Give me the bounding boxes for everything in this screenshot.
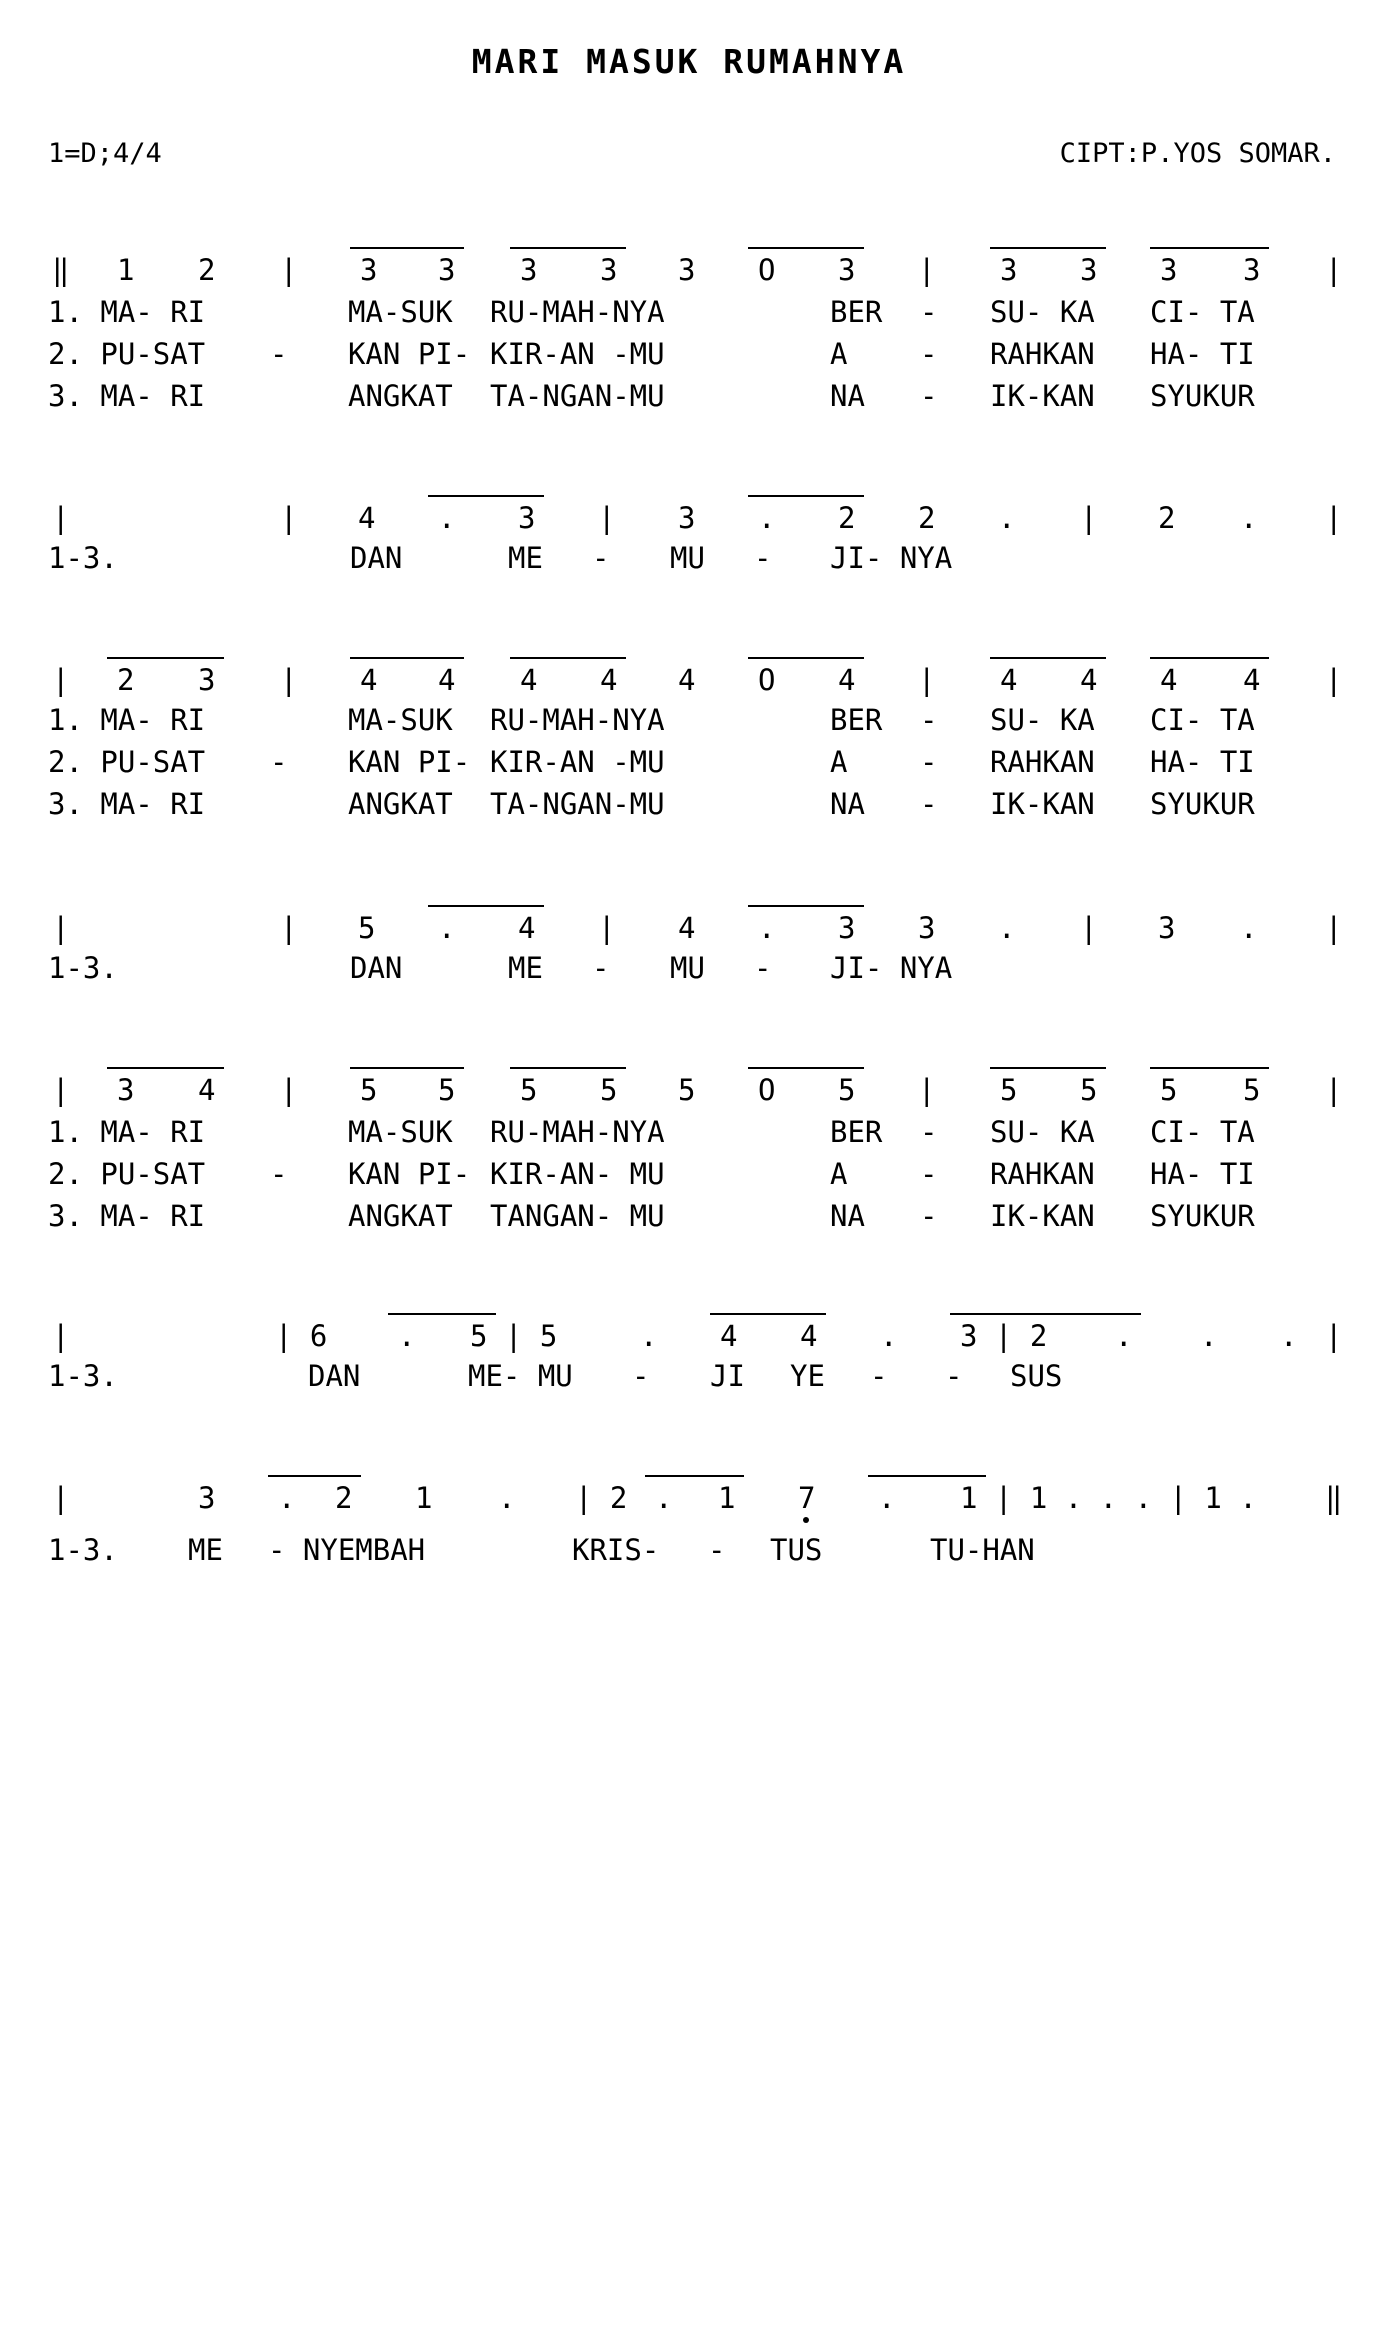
note: .	[438, 911, 456, 945]
lyric-syllable: -	[270, 1157, 288, 1191]
note: 5	[678, 1073, 696, 1107]
barline: |	[52, 1319, 70, 1353]
note: 1 | 1 . . . | 1 .	[960, 1481, 1257, 1515]
lyric-syllable: BER	[830, 1115, 883, 1149]
lyric-syllable: -	[632, 1359, 650, 1393]
lyric-syllable: -	[920, 1157, 938, 1191]
note: 2	[335, 1481, 353, 1515]
lyric-syllable: 1-3.	[48, 541, 118, 575]
lyric-syllable: 3. MA- RI	[48, 1199, 206, 1233]
note: 3	[1158, 911, 1176, 945]
barline: |	[52, 1073, 70, 1107]
lyric-syllable: TUS	[770, 1533, 823, 1567]
note: 3	[838, 911, 856, 945]
lyric-syllable: KIR-AN- MU	[490, 1157, 665, 1191]
barline: |	[918, 1073, 936, 1107]
lyric-syllable: IK-KAN	[990, 787, 1095, 821]
barline: |	[52, 1481, 70, 1515]
note: 3	[438, 253, 456, 287]
lyric-syllable: -	[754, 541, 772, 575]
lyric-syllable: 3. MA- RI	[48, 379, 206, 413]
note: 3	[518, 501, 536, 535]
lyric-syllable: NA	[830, 1199, 865, 1233]
note: .	[1280, 1319, 1298, 1353]
note: 3	[520, 253, 538, 287]
note: 3	[838, 253, 856, 287]
lyric-syllable: HA- TI	[1150, 1157, 1255, 1191]
lyric-syllable: YE	[790, 1359, 825, 1393]
barline: |	[1325, 501, 1343, 535]
lyric-syllable: RU-MAH-NYA	[490, 1115, 665, 1149]
lyric-syllable: 2. PU-SAT	[48, 1157, 206, 1191]
barline: ‖	[1325, 1481, 1343, 1515]
note: 2	[838, 501, 856, 535]
note: 3	[198, 1481, 216, 1515]
note: .	[758, 501, 776, 535]
note: .	[438, 501, 456, 535]
lyric-syllable: -	[920, 1199, 938, 1233]
note: 2	[1158, 501, 1176, 535]
note: 1	[718, 1481, 736, 1515]
note: .	[880, 1319, 898, 1353]
note: 4	[838, 663, 856, 697]
lyric-syllable: ANGKAT	[348, 379, 453, 413]
note: 5	[358, 911, 376, 945]
note: .	[640, 1319, 658, 1353]
barline: |	[918, 253, 936, 287]
lyric-syllable: -	[920, 337, 938, 371]
lyric-syllable: 1. MA- RI	[48, 295, 206, 329]
octave-dot	[803, 1517, 809, 1523]
lyric-syllable: -	[592, 951, 610, 985]
note: .	[498, 1481, 516, 1515]
lyric-syllable: HA- TI	[1150, 337, 1255, 371]
lyric-syllable: SU- KA	[990, 1115, 1095, 1149]
lyric-syllable: CI- TA	[1150, 703, 1255, 737]
barline: |	[280, 663, 298, 697]
note: .	[398, 1319, 416, 1353]
lyric-syllable: - NYEMBAH	[268, 1533, 426, 1567]
barline: |	[1325, 1319, 1343, 1353]
note: 7	[798, 1481, 816, 1515]
lyric-syllable: ANGKAT	[348, 787, 453, 821]
lyric-syllable: RAHKAN	[990, 1157, 1095, 1191]
lyric-syllable: SUS	[1010, 1359, 1063, 1393]
note: 4	[800, 1319, 818, 1353]
note: O	[758, 1073, 776, 1107]
note: 3	[600, 253, 618, 287]
note: 3	[678, 253, 696, 287]
lyric-syllable: RU-MAH-NYA	[490, 703, 665, 737]
lyric-syllable: JI- NYA	[830, 951, 953, 985]
lyric-syllable: ME	[508, 951, 543, 985]
lyric-syllable: SU- KA	[990, 703, 1095, 737]
lyric-syllable: BER	[830, 295, 883, 329]
note: O	[758, 253, 776, 287]
note: .	[1240, 911, 1258, 945]
lyric-syllable: ME- MU	[468, 1359, 573, 1393]
lyric-syllable: 1-3.	[48, 951, 118, 985]
note: 4	[1000, 663, 1018, 697]
note: 5	[1243, 1073, 1261, 1107]
note: 3	[1243, 253, 1261, 287]
lyric-syllable: BER	[830, 703, 883, 737]
note: 5	[360, 1073, 378, 1107]
note: .	[278, 1481, 296, 1515]
note: .	[1200, 1319, 1218, 1353]
lyric-syllable: TANGAN- MU	[490, 1199, 665, 1233]
lyric-syllable: SYUKUR	[1150, 379, 1255, 413]
barline: |	[1080, 501, 1098, 535]
note: 2	[117, 663, 135, 697]
lyric-syllable: TU-HAN	[930, 1533, 1035, 1567]
lyric-syllable: MA-SUK	[348, 703, 453, 737]
lyric-syllable: -	[920, 745, 938, 779]
lyric-syllable: IK-KAN	[990, 1199, 1095, 1233]
lyric-syllable: ME	[508, 541, 543, 575]
note: .	[758, 911, 776, 945]
lyric-syllable: RAHKAN	[990, 745, 1095, 779]
barline: |	[52, 663, 70, 697]
lyric-syllable: MU	[670, 541, 705, 575]
barline: |	[598, 911, 616, 945]
lyric-syllable: JI	[710, 1359, 745, 1393]
note: 4	[720, 1319, 738, 1353]
note: 3	[1080, 253, 1098, 287]
note: .	[1115, 1319, 1133, 1353]
note: 5	[600, 1073, 618, 1107]
lyric-syllable: SYUKUR	[1150, 787, 1255, 821]
lyric-syllable: 1. MA- RI	[48, 1115, 206, 1149]
lyric-syllable: -	[870, 1359, 888, 1393]
note: 3 | 2	[960, 1319, 1048, 1353]
note: 4	[360, 663, 378, 697]
note: 4	[678, 911, 696, 945]
lyric-syllable: 2. PU-SAT	[48, 337, 206, 371]
note: 5	[520, 1073, 538, 1107]
lyric-syllable: -	[270, 745, 288, 779]
note: 3	[117, 1073, 135, 1107]
barline: |	[1325, 663, 1343, 697]
lyric-syllable: ANGKAT	[348, 1199, 453, 1233]
note: 5 | 5	[470, 1319, 558, 1353]
lyric-syllable: -	[708, 1533, 726, 1567]
note: 5	[838, 1073, 856, 1107]
song-title: MARI MASUK RUMAHNYA	[471, 42, 907, 81]
note: 4	[520, 663, 538, 697]
lyric-syllable: CI- TA	[1150, 295, 1255, 329]
barline: |	[280, 1073, 298, 1107]
note: 4	[600, 663, 618, 697]
lyric-syllable: NA	[830, 379, 865, 413]
lyric-syllable: -	[920, 703, 938, 737]
lyric-syllable: -	[592, 541, 610, 575]
note: 4	[198, 1073, 216, 1107]
barline: |	[598, 501, 616, 535]
lyric-syllable: KAN PI-	[348, 1157, 471, 1191]
note: 1	[415, 1481, 433, 1515]
note: 5	[438, 1073, 456, 1107]
lyric-syllable: DAN	[350, 541, 403, 575]
lyric-syllable: KAN PI-	[348, 745, 471, 779]
note: 3	[918, 911, 936, 945]
lyric-syllable: HA- TI	[1150, 745, 1255, 779]
lyric-syllable: RAHKAN	[990, 337, 1095, 371]
note: 3	[198, 663, 216, 697]
lyric-syllable: -	[920, 379, 938, 413]
lyric-syllable: A	[830, 745, 848, 779]
lyric-syllable: DAN	[350, 951, 403, 985]
lyric-syllable: MU	[670, 951, 705, 985]
barline: |	[1080, 911, 1098, 945]
lyric-syllable: -	[754, 951, 772, 985]
note: .	[655, 1481, 673, 1515]
note: 3	[678, 501, 696, 535]
barline: |	[918, 663, 936, 697]
note: 4	[1243, 663, 1261, 697]
note: .	[998, 501, 1016, 535]
lyric-syllable: 2. PU-SAT	[48, 745, 206, 779]
lyric-syllable: -	[270, 337, 288, 371]
lyric-syllable: -	[945, 1359, 963, 1393]
note: 4	[1160, 663, 1178, 697]
note: 4	[438, 663, 456, 697]
lyric-syllable: -	[920, 1115, 938, 1149]
note: 3	[360, 253, 378, 287]
note: 5	[1080, 1073, 1098, 1107]
lyric-syllable: TA-NGAN-MU	[490, 379, 665, 413]
barline: ‖	[52, 253, 70, 287]
note: 5	[1000, 1073, 1018, 1107]
barline: |	[52, 501, 70, 535]
barline: |	[1325, 1073, 1343, 1107]
barline: |	[280, 501, 298, 535]
lyric-syllable: A	[830, 1157, 848, 1191]
note: .	[1240, 501, 1258, 535]
note: 3	[1000, 253, 1018, 287]
note: 1	[117, 253, 135, 287]
lyric-syllable: TA-NGAN-MU	[490, 787, 665, 821]
lyric-syllable: JI- NYA	[830, 541, 953, 575]
note: 4	[678, 663, 696, 697]
lyric-syllable: SYUKUR	[1150, 1199, 1255, 1233]
lyric-syllable: KRIS-	[572, 1533, 660, 1567]
note: 4	[1080, 663, 1098, 697]
barline: |	[52, 911, 70, 945]
lyric-syllable: IK-KAN	[990, 379, 1095, 413]
lyric-syllable: KAN PI-	[348, 337, 471, 371]
note: .	[998, 911, 1016, 945]
note: | 6	[275, 1319, 328, 1353]
lyric-syllable: KIR-AN -MU	[490, 337, 665, 371]
note: | 2	[575, 1481, 628, 1515]
composer-credit: CIPT:P.YOS SOMAR.	[1059, 138, 1336, 169]
lyric-syllable: ME	[188, 1533, 223, 1567]
note: 2	[198, 253, 216, 287]
lyric-syllable: SU- KA	[990, 295, 1095, 329]
lyric-syllable: 1. MA- RI	[48, 703, 206, 737]
note: O	[758, 663, 776, 697]
note: .	[878, 1481, 896, 1515]
note: 4	[518, 911, 536, 945]
key-signature: 1=D;4/4	[48, 138, 162, 169]
note: 4	[358, 501, 376, 535]
lyric-syllable: MA-SUK	[348, 1115, 453, 1149]
lyric-syllable: -	[920, 787, 938, 821]
lyric-syllable: A	[830, 337, 848, 371]
lyric-syllable: RU-MAH-NYA	[490, 295, 665, 329]
lyric-syllable: KIR-AN -MU	[490, 745, 665, 779]
lyric-syllable: NA	[830, 787, 865, 821]
barline: |	[1325, 911, 1343, 945]
note: 2	[918, 501, 936, 535]
lyric-syllable: MA-SUK	[348, 295, 453, 329]
lyric-syllable: 3. MA- RI	[48, 787, 206, 821]
lyric-syllable: 1-3.	[48, 1359, 118, 1393]
barline: |	[1325, 253, 1343, 287]
lyric-syllable: CI- TA	[1150, 1115, 1255, 1149]
note: 3	[1160, 253, 1178, 287]
lyric-syllable: DAN	[308, 1359, 361, 1393]
lyric-syllable: -	[920, 295, 938, 329]
barline: |	[280, 911, 298, 945]
lyric-syllable: 1-3.	[48, 1533, 118, 1567]
barline: |	[280, 253, 298, 287]
note: 5	[1160, 1073, 1178, 1107]
